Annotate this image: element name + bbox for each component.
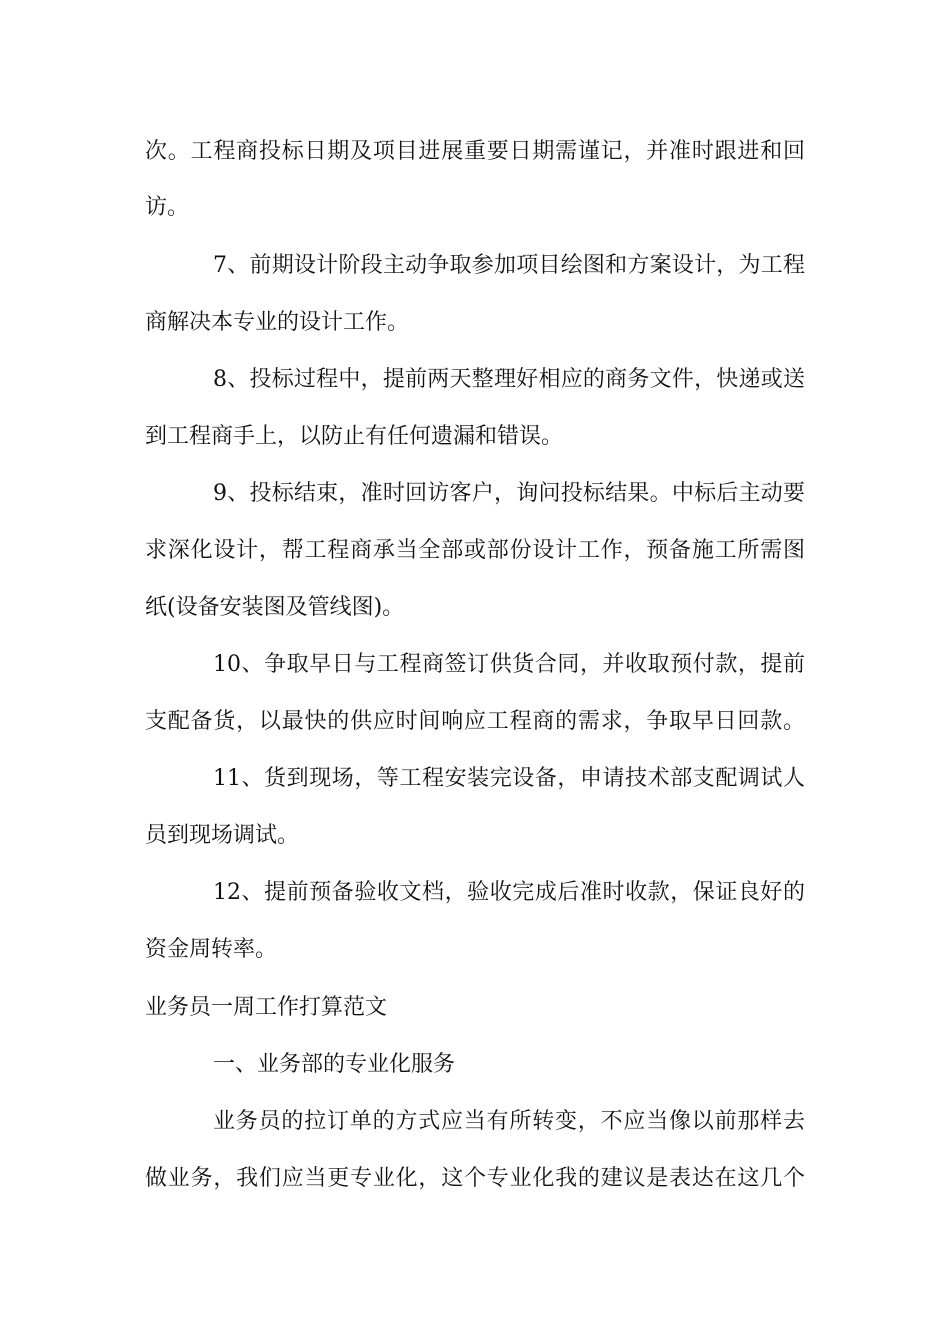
section-heading: 业务员一周工作打算范文 xyxy=(145,995,388,1020)
text-line: 支配备货，以最快的供应时间响应工程商的需求，争取早日回款。 xyxy=(145,709,805,734)
text-line: 次。工程商投标日期及项目进展重要日期需谨记，并准时跟进和回 xyxy=(145,139,805,164)
text-line: 7、前期设计阶段主动争取参加项目绘图和方案设计，为工程 xyxy=(213,253,805,278)
text-line: 10、争取早日与工程商签订供货合同，并收取预付款，提前 xyxy=(213,652,805,677)
text-line: 9、投标结束，准时回访客户，询问投标结果。中标后主动要 xyxy=(213,481,805,506)
text-line: 11、货到现场，等工程安装完设备，申请技术部支配调试人 xyxy=(213,766,805,791)
text-line: 员到现场调试。 xyxy=(145,823,300,848)
text-line: 纸(设备安装图及管线图)。 xyxy=(145,595,405,620)
text-line: 商解决本专业的设计工作。 xyxy=(145,310,410,335)
text-line: 资金周转率。 xyxy=(145,937,278,962)
text-line: 求深化设计，帮工程商承当全部或部份设计工作，预备施工所需图 xyxy=(145,538,805,563)
subsection-heading: 一、业务部的专业化服务 xyxy=(213,1052,456,1077)
text-line: 到工程商手上，以防止有任何遗漏和错误。 xyxy=(145,424,564,449)
text-line: 做业务，我们应当更专业化，这个专业化我的建议是表达在这几个 xyxy=(145,1166,805,1191)
text-line: 8、投标过程中，提前两天整理好相应的商务文件，快递或送 xyxy=(213,367,805,392)
text-line: 业务员的拉订单的方式应当有所转变，不应当像以前那样去 xyxy=(213,1109,805,1134)
text-line: 访。 xyxy=(145,195,190,220)
text-line: 12、提前预备验收文档，验收完成后准时收款，保证良好的 xyxy=(213,880,805,905)
